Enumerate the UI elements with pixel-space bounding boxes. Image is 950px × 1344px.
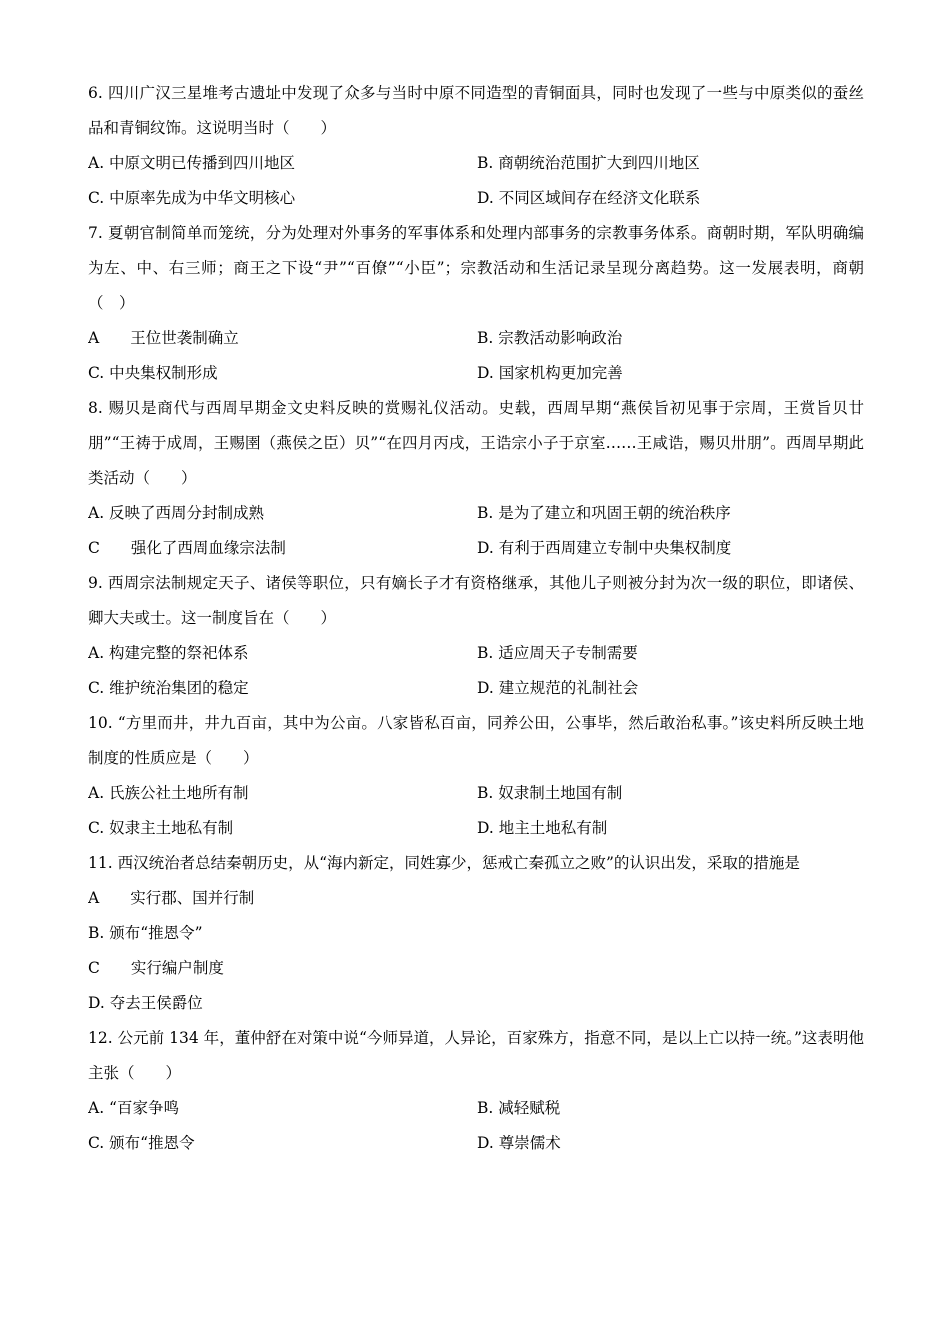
question-12 (88, 1021, 864, 1161)
question-stem: 6. 四川广汉三星堆考古遗址中发现了众多与当时中原不同造型的青铜面具，同时也发现了一些与中原类似的蚕丝品和青铜纹饰。这说明当时（ ） (88, 84, 864, 137)
option-b: B. 减轻赋税 (477, 1099, 561, 1117)
question-8 (88, 391, 864, 566)
option-b: B. 商朝统治范围扩大到四川地区 (477, 154, 700, 172)
option-a: A. “百家争鸣 (88, 1099, 179, 1117)
option-list (88, 1091, 864, 1161)
option-d: D. 尊崇儒术 (477, 1134, 561, 1152)
question-9 (88, 566, 864, 706)
option-a: A 王位世袭制确立 (88, 329, 239, 347)
question-6 (88, 76, 864, 216)
question-stem: 11. 西汉统治者总结秦朝历史，从“海内新定，同姓寡少，惩戒亡秦孤立之败”的认识出发，采取的措施是 (88, 854, 800, 872)
exam-page (88, 76, 864, 1161)
option-b: B. 颁布“推恩令” (88, 924, 203, 942)
option-a: A. 构建完整的祭祀体系 (88, 644, 249, 662)
option-d: D. 有利于西周建立专制中央集权制度 (477, 539, 732, 557)
question-stem: 10. “方里而井，井九百亩，其中为公亩。八家皆私百亩，同养公田，公事毕，然后敢治私事。”该史料所反映土地制度的性质应是（ ） (88, 714, 864, 767)
option-c: C. 中央集权制形成 (88, 364, 218, 382)
option-c: C 强化了西周血缘宗法制 (88, 539, 286, 557)
option-list (88, 496, 864, 566)
question-stem: 12. 公元前 134 年，董仲舒在对策中说“今师异道，人异论，百家殊方，指意不同，是以上亡以持一统。”这表明他主张（ ） (88, 1029, 864, 1082)
option-list (88, 776, 864, 846)
option-b: B. 宗教活动影响政治 (477, 329, 623, 347)
option-a: A. 中原文明已传播到四川地区 (88, 154, 296, 172)
option-c: C. 维护统治集团的稳定 (88, 679, 249, 697)
question-stem: 7. 夏朝官制简单而笼统，分为处理对外事务的军事体系和处理内部事务的宗教事务体系。商朝时期，军队明确编为左、中、右三师；商王之下设“尹”“百僚”“小臣”；宗教活动和生活记录呈现分离趋势。这一发展表明，商朝（ ） (88, 224, 864, 312)
question-stem: 9. 西周宗法制规定天子、诸侯等职位，只有嫡长子才有资格继承，其他儿子则被分封为次一级的职位，即诸侯、卿大夫或士。这一制度旨在（ ） (88, 574, 864, 627)
option-d: D. 国家机构更加完善 (477, 364, 623, 382)
question-7 (88, 216, 864, 391)
question-10 (88, 706, 864, 846)
option-d: D. 地主土地私有制 (477, 819, 608, 837)
option-c: C. 颁布“推恩令 (88, 1134, 195, 1152)
option-b: B. 奴隶制土地国有制 (477, 784, 623, 802)
option-b: B. 适应周天子专制需要 (477, 644, 638, 662)
option-c: C 实行编户制度 (88, 959, 224, 977)
option-a: A 实行郡、国并行制 (88, 889, 255, 907)
option-c: C. 中原率先成为中华文明核心 (88, 189, 296, 207)
option-d: D. 不同区域间存在经济文化联系 (477, 189, 701, 207)
option-list (88, 146, 864, 216)
option-list (88, 881, 864, 1021)
option-d: D. 建立规范的礼制社会 (477, 679, 639, 697)
question-stem: 8. 赐贝是商代与西周早期金文史料反映的赏赐礼仪活动。史载，西周早期“燕侯旨初见事于宗周，王赏旨贝廿朋”“王祷于成周，王赐圉（燕侯之臣）贝”“在四月丙戌，王诰宗小子于京室……王咸诰，赐贝卅朋”。西周早期此类活动（ ） (88, 399, 864, 487)
option-a: A. 反映了西周分封制成熟 (88, 504, 265, 522)
option-a: A. 氏族公社土地所有制 (88, 784, 249, 802)
option-list (88, 321, 864, 391)
question-11 (88, 846, 864, 1021)
option-b: B. 是为了建立和巩固王朝的统治秩序 (477, 504, 731, 522)
option-d: D. 夺去王侯爵位 (88, 994, 203, 1012)
option-c: C. 奴隶主土地私有制 (88, 819, 234, 837)
option-list (88, 636, 864, 706)
